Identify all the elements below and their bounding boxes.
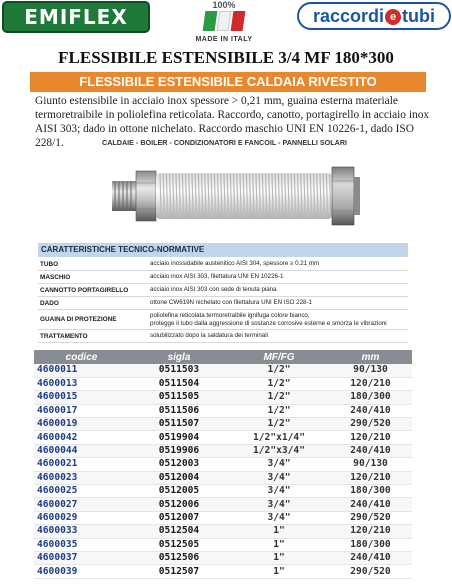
header-sigla: sigla xyxy=(129,350,229,364)
sigla-cell: 0511505 xyxy=(129,391,229,404)
mf-fg-cell: 1/2" xyxy=(229,404,329,417)
codice-cell: 4600044 xyxy=(34,444,129,457)
mf-fg-cell: 1/2" xyxy=(229,364,329,377)
mm-cell: 240/410 xyxy=(329,551,412,564)
characteristic-label: MASCHIO xyxy=(40,273,71,281)
mf-fg-cell: 3/4" xyxy=(229,471,329,484)
sigla-cell: 0512504 xyxy=(129,525,229,538)
mf-fg-cell: 3/4" xyxy=(229,458,329,471)
logo-word-raccordi: raccordi xyxy=(312,6,385,26)
mm-cell: 180/300 xyxy=(329,485,412,498)
sigla-cell: 0511504 xyxy=(129,377,229,390)
codes-header-row xyxy=(34,350,412,364)
codice-cell: 4600037 xyxy=(34,551,129,564)
table-row xyxy=(34,444,412,457)
codice-cell: 4600015 xyxy=(34,391,129,404)
header-codice: codice xyxy=(34,350,129,364)
mm-cell: 120/210 xyxy=(329,431,412,444)
characteristic-label: CANNOTTO PORTAGIRELLO xyxy=(40,286,129,294)
header-mm: mm xyxy=(329,350,412,364)
codice-cell: 4600017 xyxy=(34,404,129,417)
mm-cell: 120/210 xyxy=(329,525,412,538)
mm-cell: 120/210 xyxy=(329,377,412,390)
mf-fg-cell: 3/4" xyxy=(229,498,329,511)
mf-fg-cell: 1" xyxy=(229,538,329,551)
characteristic-label: DADO xyxy=(40,299,59,307)
characteristic-label: TUBO xyxy=(40,260,59,268)
table-row xyxy=(34,498,412,511)
table-row xyxy=(34,471,412,484)
mm-cell: 180/300 xyxy=(329,391,412,404)
logo-e-badge: e xyxy=(385,9,401,25)
sigla-cell: 0512505 xyxy=(129,538,229,551)
table-row xyxy=(34,431,412,444)
product-applications: CALDAIE - BOILER - CONDIZIONATORI E FANCOIL - PANNELLI SOLARI xyxy=(102,138,348,147)
codice-cell: 4600013 xyxy=(34,377,129,390)
mf-fg-cell: 1" xyxy=(229,551,329,564)
product-title: FLESSIBILE ESTENSIBILE 3/4 MF 180*300 xyxy=(58,48,394,67)
mm-cell: 240/410 xyxy=(329,444,412,457)
logo-word-tubi: tubi xyxy=(402,6,436,26)
sigla-cell: 0511506 xyxy=(129,404,229,417)
mf-fg-cell: 1/2"x1/4" xyxy=(229,431,329,444)
characteristic-value: ottone CW619N nichelato con filettatura UNI EN ISO 228-1 xyxy=(150,299,312,306)
italian-flag-icon xyxy=(165,11,283,33)
sigla-cell: 0511503 xyxy=(129,364,229,377)
codice-cell: 4600042 xyxy=(34,431,129,444)
codice-cell: 4600039 xyxy=(34,565,129,578)
sigla-cell: 0512507 xyxy=(129,565,229,578)
codice-cell: 4600035 xyxy=(34,538,129,551)
table-row xyxy=(34,485,412,498)
mm-cell: 290/520 xyxy=(329,511,412,524)
characteristic-value: acciaio inossidabile austenitico AISI 304, spessore ≥ 0.21 mm xyxy=(150,260,320,267)
product-subtitle: FLESSIBILE ESTENSIBILE CALDAIA RIVESTITO xyxy=(30,72,426,92)
sigla-cell: 0512005 xyxy=(129,485,229,498)
table-row xyxy=(34,511,412,524)
mm-cell: 290/520 xyxy=(329,565,412,578)
sigla-cell: 0519904 xyxy=(129,431,229,444)
codice-cell: 4600021 xyxy=(34,458,129,471)
codice-cell: 4600025 xyxy=(34,485,129,498)
characteristic-value: acciaio inox AISI 303 con sede di tenuta piana xyxy=(150,286,277,293)
made-in-italy-text: MADE IN ITALY xyxy=(195,36,253,43)
mf-fg-cell: 3/4" xyxy=(229,511,329,524)
sigla-cell: 0511507 xyxy=(129,418,229,431)
characteristic-row xyxy=(38,297,408,310)
emiflex-logo: EMIFLEX xyxy=(2,1,150,33)
flexible-hose-image xyxy=(98,153,368,239)
product-description: Giunto estensibile in acciaio inox spessore > 0,21 mm, guaina esterna materiale termoretraibile in poliolefina reticolata. Raccordo, canotto, portagirello in acciaio inox AISI 303; dado in ottone nichelato. Raccordo maschio UNI EN 10226-1, dado ISO 228/1. xyxy=(35,95,430,149)
characteristic-value: solubilizzato dopo la saldatura dei terminali xyxy=(150,332,268,339)
characteristic-label: GUAINA DI PROTEZIONE xyxy=(40,316,117,323)
table-row xyxy=(34,377,412,390)
sigla-cell: 0512506 xyxy=(129,551,229,564)
table-row xyxy=(34,364,412,377)
table-row xyxy=(34,538,412,551)
sigla-cell: 0512007 xyxy=(129,511,229,524)
mf-fg-cell: 3/4" xyxy=(229,485,329,498)
table-row xyxy=(34,525,412,538)
characteristic-row xyxy=(38,310,408,330)
codice-cell: 4600019 xyxy=(34,418,129,431)
mf-fg-cell: 1/2" xyxy=(229,377,329,390)
mf-fg-cell: 1/2" xyxy=(229,418,329,431)
characteristic-row xyxy=(38,258,408,271)
mm-cell: 90/130 xyxy=(329,458,412,471)
mm-cell: 240/410 xyxy=(329,498,412,511)
characteristic-value: poliolefina reticolata termoretraibile ignifuga colore bianco, protegge il tubo dalla aggressione di sostanze corrosive esterne e smorza le vibrazioni xyxy=(150,311,387,327)
sigla-cell: 0512004 xyxy=(129,471,229,484)
made-in-italy-percent: 100% xyxy=(212,0,236,10)
mm-cell: 120/210 xyxy=(329,471,412,484)
sigla-cell: 0512006 xyxy=(129,498,229,511)
characteristic-value: acciaio inox AISI 303, filettatura UNI EN 10226-1 xyxy=(150,273,284,280)
table-row xyxy=(34,565,412,578)
raccordi-e-tubi-logo xyxy=(297,2,451,30)
mf-fg-cell: 1/2" xyxy=(229,391,329,404)
table-row xyxy=(34,391,412,404)
table-row xyxy=(34,418,412,431)
codice-cell: 4600023 xyxy=(34,471,129,484)
mf-fg-cell: 1/2"x3/4" xyxy=(229,444,329,457)
table-row xyxy=(34,458,412,471)
sigla-cell: 0512003 xyxy=(129,458,229,471)
mf-fg-cell: 1" xyxy=(229,525,329,538)
characteristics-table xyxy=(38,258,408,343)
mm-cell: 180/300 xyxy=(329,538,412,551)
header-mf-fg: MF/FG xyxy=(229,350,329,364)
codice-cell: 4600027 xyxy=(34,498,129,511)
mm-cell: 290/520 xyxy=(329,418,412,431)
mf-fg-cell: 1" xyxy=(229,565,329,578)
table-row xyxy=(34,551,412,564)
codice-cell: 4600011 xyxy=(34,364,129,377)
characteristic-label: TRATTAMENTO xyxy=(40,332,88,340)
sigla-cell: 0519906 xyxy=(129,444,229,457)
codice-cell: 4600033 xyxy=(34,525,129,538)
made-in-italy-badge xyxy=(165,0,283,46)
mm-cell: 90/130 xyxy=(329,364,412,377)
table-row xyxy=(34,404,412,417)
characteristics-heading: CARATTERISTICHE TECNICO-NORMATIVE xyxy=(38,243,408,257)
codice-cell: 4600029 xyxy=(34,511,129,524)
product-codes-table xyxy=(34,350,412,579)
characteristic-row xyxy=(38,330,408,343)
mm-cell: 240/410 xyxy=(329,404,412,417)
characteristic-row xyxy=(38,271,408,284)
characteristic-row xyxy=(38,284,408,297)
